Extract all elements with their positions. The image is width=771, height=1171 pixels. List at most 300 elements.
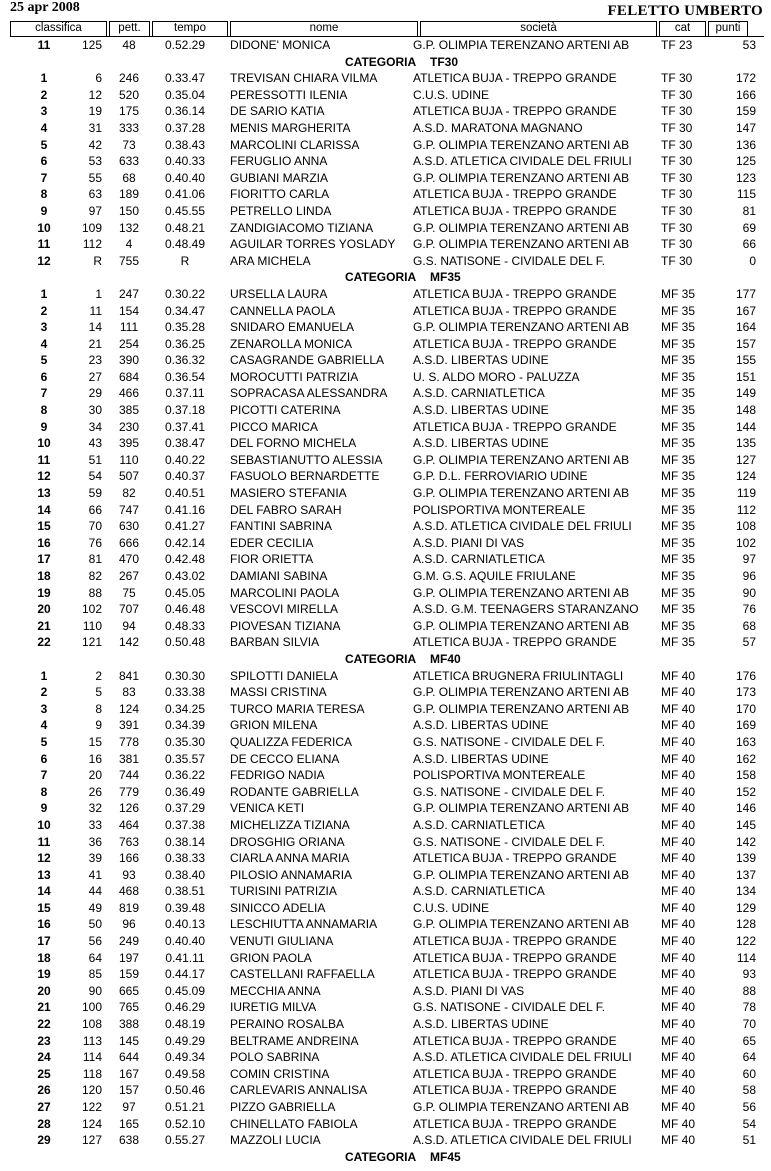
cell-societa: ATLETICA BUJA - TREPPO GRANDE [413, 1116, 617, 1131]
cell-tempo: 0.36.25 [164, 336, 206, 351]
cell-pett: 75 [122, 585, 136, 600]
cell-societa: ATLETICA BUJA - TREPPO GRANDE [413, 851, 617, 866]
cell-tempo: 0.42.14 [164, 535, 206, 550]
cell-assoluta: 15 [88, 734, 102, 749]
cell-nome: ZENAROLLA MONICA [230, 336, 353, 351]
cell-punti: 53 [742, 38, 756, 52]
cell-cat: MF 40 [661, 734, 696, 749]
cell-punti: 108 [735, 519, 756, 534]
cell-societa: A.S.D. CARNIATLETICA [413, 386, 545, 401]
cell-pett: 468 [118, 884, 140, 899]
cell-cat: TF 30 [661, 137, 693, 152]
table-row [10, 916, 764, 933]
table-row [10, 933, 764, 950]
cell-classifica: 6 [40, 369, 48, 384]
table-row [10, 1033, 764, 1050]
cell-pett: 254 [118, 336, 140, 351]
cell-classifica: 10 [37, 817, 51, 832]
cell-tempo: 0.46.48 [164, 602, 206, 617]
cell-punti: 112 [736, 502, 756, 517]
cell-nome: VENUTI GIULIANA [230, 934, 334, 949]
cell-nome: DIDONE' MONICA [230, 38, 331, 52]
cell-assoluta: 110 [82, 618, 102, 633]
cell-cat: TF 30 [661, 71, 693, 86]
cell-assoluta: 90 [88, 983, 102, 998]
cell-pett: 132 [118, 220, 140, 235]
cell-pett: 48 [122, 38, 136, 52]
cell-classifica: 10 [37, 220, 51, 235]
table-row [10, 834, 764, 851]
cell-assoluta: 50 [88, 917, 102, 932]
cell-punti: 155 [735, 353, 756, 368]
cell-punti: 76 [742, 602, 756, 617]
cell-punti: 146 [735, 801, 756, 816]
cell-societa: ATLETICA BUJA - TREPPO GRANDE [413, 71, 617, 86]
cell-tempo: 0.36.54 [164, 369, 206, 384]
cell-classifica: 11 [37, 237, 51, 252]
cell-pett: 630 [118, 519, 140, 534]
cell-pett: 778 [118, 734, 140, 749]
cell-assoluta: 11 [89, 303, 102, 318]
table-row [10, 435, 764, 452]
cell-cat: MF 40 [661, 1066, 696, 1081]
table-row [10, 585, 764, 602]
cell-assoluta: 30 [88, 403, 102, 418]
cell-assoluta: 56 [88, 934, 102, 949]
cell-tempo: 0.40.51 [164, 486, 206, 501]
cell-punti: 136 [735, 137, 756, 152]
cell-cat: MF 40 [661, 1133, 696, 1148]
cell-cat: MF 35 [661, 535, 696, 550]
cell-assoluta: 19 [88, 104, 102, 119]
cell-punti: 65 [742, 1033, 756, 1048]
cell-classifica: 22 [37, 1017, 51, 1032]
cell-classifica: 17 [37, 934, 51, 949]
cell-tempo: 0.52.29 [164, 38, 206, 52]
cell-classifica: 12 [37, 253, 51, 268]
category-heading [10, 1149, 764, 1166]
table-row [10, 352, 764, 369]
cell-classifica: 19 [37, 967, 51, 982]
cell-assoluta: 82 [88, 569, 102, 583]
cell-nome: MARCOLINI CLARISSA [230, 137, 360, 152]
cell-nome: COMIN CRISTINA [230, 1066, 330, 1081]
table-row [10, 103, 764, 120]
cell-nome: CARLEVARIS ANNALISA [230, 1083, 368, 1098]
cell-pett: 747 [118, 502, 140, 517]
cell-societa: POLISPORTIVA MONTEREALE [413, 768, 586, 783]
cell-cat: MF 40 [661, 851, 696, 866]
cell-assoluta: 120 [81, 1083, 102, 1098]
table-row [10, 950, 764, 967]
cell-nome: CHINELLATO FABIOLA [230, 1116, 358, 1131]
cell-nome: FIORITTO CARLA [230, 187, 330, 202]
cell-nome: GUBIANI MARZIA [230, 170, 329, 185]
cell-assoluta: 88 [88, 585, 102, 600]
col-tempo: tempo [152, 21, 228, 36]
cell-tempo: 0.49.34 [164, 1050, 206, 1065]
cell-assoluta: 81 [88, 552, 102, 567]
cell-classifica: 1 [40, 71, 48, 86]
cell-classifica: 19 [37, 585, 51, 600]
cell-pett: 819 [118, 900, 140, 915]
cell-punti: 148 [735, 403, 756, 418]
cell-punti: 152 [735, 784, 756, 799]
cell-punti: 57 [742, 635, 756, 650]
cell-nome: CIARLA ANNA MARIA [230, 851, 350, 866]
cell-assoluta: 1 [95, 286, 102, 301]
cell-cat: MF 40 [661, 768, 696, 783]
cell-cat: TF 30 [661, 237, 693, 252]
cell-societa: A.S.D. PIANI DI VAS [413, 535, 525, 550]
cell-punti: 176 [735, 668, 756, 683]
cell-pett: 94 [122, 618, 136, 633]
cell-pett: 97 [122, 1100, 136, 1114]
cell-societa: G.P. OLIMPIA TERENZANO ARTENI AB [413, 867, 630, 882]
cell-cat: MF 40 [661, 668, 696, 683]
column-header-row [10, 21, 764, 37]
cell-punti: 51 [742, 1133, 756, 1148]
cell-classifica: 18 [37, 569, 51, 583]
table-row [10, 37, 764, 54]
cell-punti: 125 [735, 154, 756, 169]
cell-tempo: 0.35.30 [164, 734, 206, 749]
cell-nome: VESCOVI MIRELLA [230, 602, 339, 617]
table-row [10, 303, 764, 320]
cell-tempo: 0.38.43 [164, 137, 206, 152]
cell-punti: 56 [742, 1100, 756, 1114]
table-row [10, 1099, 764, 1116]
cell-societa: G.P. OLIMPIA TERENZANO ARTENI AB [413, 618, 630, 633]
cell-classifica: 13 [37, 867, 51, 882]
cell-nome: ZANDIGIACOMO TIZIANA [230, 220, 374, 235]
cell-pett: 464 [118, 817, 140, 832]
cell-cat: MF 40 [661, 1017, 696, 1032]
table-row [10, 551, 764, 568]
cell-assoluta: 27 [88, 369, 102, 384]
cell-cat: MF 40 [661, 751, 696, 766]
cell-pett: 765 [118, 1000, 140, 1015]
cell-pett: 385 [118, 403, 140, 418]
table-row [10, 87, 764, 104]
cell-assoluta: 113 [82, 1033, 102, 1048]
cell-cat: MF 35 [661, 618, 696, 633]
cell-classifica: 1 [40, 668, 48, 683]
cell-nome: SNIDARO EMANUELA [230, 320, 355, 335]
cell-nome: LESCHIUTTA ANNAMARIA [230, 917, 378, 932]
cell-assoluta: 9 [95, 718, 102, 733]
cell-assoluta: 16 [88, 751, 102, 766]
col-nome: nome [230, 21, 418, 36]
cell-nome: SOPRACASA ALESSANDRA [230, 386, 388, 401]
cell-tempo: 0.41.06 [164, 187, 206, 202]
cell-assoluta: 55 [88, 170, 102, 185]
cell-punti: 114 [736, 950, 756, 965]
cell-societa: A.S.D. LIBERTAS UDINE [413, 1017, 549, 1032]
cell-tempo: 0.45.55 [164, 203, 206, 218]
cell-societa: ATLETICA BUJA - TREPPO GRANDE [413, 967, 617, 982]
cell-nome: PETRELLO LINDA [230, 203, 332, 218]
cell-cat: TF 30 [661, 253, 693, 268]
cell-societa: C.U.S. UDINE [413, 900, 490, 915]
cell-assoluta: 97 [88, 203, 102, 218]
cell-assoluta: 43 [88, 436, 102, 451]
cell-assoluta: 121 [81, 635, 102, 650]
cell-cat: MF 35 [661, 569, 696, 583]
cell-nome: SINICCO ADELIA [230, 900, 326, 915]
cell-pett: 249 [118, 934, 140, 949]
cell-assoluta: 100 [81, 1000, 102, 1015]
cell-classifica: 28 [37, 1116, 51, 1131]
cell-pett: 707 [118, 602, 140, 617]
cell-tempo: 0.34.39 [164, 718, 206, 733]
cell-societa: C.U.S. UDINE [413, 87, 490, 102]
cell-nome: VENICA KETI [230, 801, 305, 816]
cell-societa: G.P. OLIMPIA TERENZANO ARTENI AB [413, 685, 630, 700]
cell-pett: 638 [118, 1133, 140, 1148]
cell-pett: 391 [118, 718, 140, 733]
cell-punti: 157 [735, 336, 756, 351]
cell-pett: 166 [118, 851, 140, 866]
cell-classifica: 12 [37, 469, 51, 484]
cell-pett: 755 [118, 253, 140, 268]
cell-nome: MOROCUTTI PATRIZIA [230, 369, 359, 384]
cell-tempo: 0.36.14 [164, 104, 206, 119]
cell-tempo: 0.50.48 [164, 635, 206, 650]
table-row [10, 1132, 764, 1149]
cell-societa: ATLETICA BUJA - TREPPO GRANDE [413, 303, 617, 318]
cell-nome: TREVISAN CHIARA VILMA [230, 71, 378, 86]
cell-tempo: 0.45.05 [164, 585, 206, 600]
cell-assoluta: 14 [88, 320, 102, 335]
cell-tempo: 0.36.49 [164, 784, 206, 799]
cell-nome: SPILOTTI DANIELA [230, 668, 339, 683]
cell-tempo: 0.35.28 [164, 320, 206, 335]
cell-cat: MF 40 [661, 701, 696, 716]
cell-pett: 167 [118, 1066, 140, 1081]
cell-assoluta: 29 [88, 386, 102, 401]
cell-assoluta: 124 [81, 1116, 102, 1131]
cell-societa: G.P. OLIMPIA TERENZANO ARTENI AB [413, 1100, 630, 1114]
cell-pett: 744 [118, 768, 140, 783]
cell-societa: ATLETICA BUJA - TREPPO GRANDE [413, 104, 617, 119]
cell-tempo: 0.40.40 [164, 170, 206, 185]
cell-punti: 97 [742, 552, 756, 567]
table-row [10, 1082, 764, 1099]
table-row [10, 800, 764, 817]
cell-classifica: 3 [40, 320, 48, 335]
table-row [10, 684, 764, 701]
cell-classifica: 22 [37, 635, 51, 650]
cell-cat: MF 35 [661, 336, 696, 351]
cell-societa: ATLETICA BUJA - TREPPO GRANDE [413, 187, 617, 202]
cell-societa: G.S. NATISONE - CIVIDALE DEL F. [413, 834, 606, 849]
cell-cat: TF 30 [661, 154, 693, 169]
cell-tempo: 0.39.48 [164, 900, 206, 915]
cell-pett: 142 [118, 635, 140, 650]
cell-pett: 633 [118, 154, 140, 169]
cell-cat: MF 40 [661, 685, 696, 700]
cell-assoluta: 26 [88, 784, 102, 799]
cell-cat: MF 40 [661, 983, 696, 998]
cell-cat: MF 35 [661, 386, 696, 401]
cell-nome: DE CECCO ELIANA [230, 751, 340, 766]
cell-assoluta: 21 [88, 336, 102, 351]
cell-pett: 841 [118, 668, 140, 683]
table-row [10, 751, 764, 768]
cell-classifica: 5 [40, 734, 48, 749]
category-heading [10, 269, 764, 286]
cell-cat: MF 40 [661, 784, 696, 799]
cell-nome: POLO SABRINA [230, 1050, 320, 1065]
cell-assoluta: 112 [82, 237, 102, 252]
cell-cat: MF 40 [661, 1116, 696, 1131]
cell-punti: 68 [742, 618, 756, 633]
cell-punti: 162 [735, 751, 756, 766]
cell-societa: A.S.D. LIBERTAS UDINE [413, 751, 549, 766]
table-row [10, 535, 764, 552]
category-code: TF30 [430, 54, 459, 69]
table-row [10, 452, 764, 469]
cell-pett: 684 [118, 369, 140, 384]
cell-cat: TF 30 [661, 104, 693, 119]
cell-classifica: 14 [37, 502, 51, 517]
cell-classifica: 2 [40, 303, 48, 318]
cell-pett: 124 [118, 701, 140, 716]
table-row [10, 336, 764, 353]
cell-pett: 154 [118, 303, 140, 318]
cell-punti: 129 [735, 900, 756, 915]
cell-societa: G.P. OLIMPIA TERENZANO ARTENI AB [413, 38, 630, 52]
category-code: MF45 [430, 1149, 461, 1164]
cell-cat: MF 35 [661, 403, 696, 418]
table-row [10, 1116, 764, 1133]
table-row [10, 883, 764, 900]
cell-assoluta: 54 [88, 469, 102, 484]
table-row [10, 784, 764, 801]
cell-classifica: 8 [40, 403, 48, 418]
cell-tempo: 0.34.25 [164, 701, 206, 716]
cell-societa: A.S.D. LIBERTAS UDINE [413, 353, 549, 368]
cell-cat: MF 40 [661, 1083, 696, 1098]
cell-classifica: 18 [37, 950, 51, 965]
cell-nome: CASTELLANI RAFFAELLA [230, 967, 375, 982]
cell-pett: 73 [122, 137, 136, 152]
cell-nome: PIZZO GABRIELLA [230, 1100, 336, 1114]
cell-cat: MF 35 [661, 303, 696, 318]
cell-classifica: 11 [37, 38, 51, 52]
cell-pett: 267 [118, 569, 140, 583]
table-row [10, 601, 764, 618]
cell-nome: RODANTE GABRIELLA [230, 784, 359, 799]
cell-societa: A.S.D. PIANI DI VAS [413, 983, 525, 998]
cell-nome: TURISINI PATRIZIA [230, 884, 337, 899]
table-row [10, 186, 764, 203]
cell-cat: MF 35 [661, 353, 696, 368]
cell-societa: ATLETICA BUJA - TREPPO GRANDE [413, 419, 617, 434]
cell-classifica: 9 [40, 801, 48, 816]
cell-tempo: 0.41.16 [164, 502, 206, 517]
cell-punti: 115 [736, 187, 756, 202]
cell-assoluta: 8 [95, 701, 102, 716]
cell-punti: 96 [742, 569, 756, 583]
cell-nome: EDER CECILIA [230, 535, 314, 550]
cell-pett: 68 [122, 170, 136, 185]
cell-societa: G.S. NATISONE - CIVIDALE DEL F. [413, 253, 606, 268]
cell-nome: BELTRAME ANDREINA [230, 1033, 359, 1048]
cell-assoluta: 64 [88, 950, 102, 965]
cell-assoluta: 42 [88, 137, 102, 152]
cell-pett: 150 [118, 203, 140, 218]
cell-punti: 93 [742, 967, 756, 982]
table-row [10, 867, 764, 884]
cell-punti: 173 [735, 685, 756, 700]
cell-cat: TF 23 [661, 38, 693, 52]
cell-tempo: 0.37.18 [164, 403, 206, 418]
cell-societa: ATLETICA BUJA - TREPPO GRANDE [413, 950, 617, 965]
cell-pett: 644 [118, 1050, 140, 1065]
cell-tempo: 0.51.21 [164, 1100, 206, 1114]
table-row [10, 468, 764, 485]
cell-tempo: 0.48.33 [164, 618, 206, 633]
cell-tempo: 0.40.37 [164, 469, 206, 484]
cell-cat: TF 30 [661, 120, 693, 135]
table-row [10, 70, 764, 87]
cell-classifica: 29 [37, 1133, 51, 1148]
cell-cat: MF 40 [661, 1000, 696, 1015]
cell-pett: 111 [119, 320, 139, 335]
cell-pett: 665 [118, 983, 140, 998]
results-body [10, 37, 764, 1165]
cell-punti: 64 [742, 1050, 756, 1065]
cell-societa: G.P. OLIMPIA TERENZANO ARTENI AB [413, 170, 630, 185]
cell-classifica: 10 [37, 436, 51, 451]
cell-assoluta: 49 [88, 900, 102, 915]
cell-nome: PICOTTI CATERINA [230, 403, 341, 418]
table-row [10, 701, 764, 718]
cell-societa: A.S.D. ATLETICA CIVIDALE DEL FRIULI [413, 519, 632, 534]
cell-cat: MF 40 [661, 1100, 696, 1114]
cell-nome: DAMIANI SABINA [230, 569, 328, 583]
cell-pett: 165 [118, 1116, 140, 1131]
cell-societa: ATLETICA BUJA - TREPPO GRANDE [413, 1083, 617, 1098]
cell-assoluta: 125 [81, 38, 102, 52]
cell-classifica: 20 [37, 602, 51, 617]
cell-nome: DE SARIO KATIA [230, 104, 325, 119]
cell-classifica: 9 [40, 419, 48, 434]
cell-tempo: 0.43.02 [164, 569, 206, 583]
table-row [10, 668, 764, 685]
cell-societa: G.S. NATISONE - CIVIDALE DEL F. [413, 734, 606, 749]
cell-punti: 0 [749, 253, 756, 268]
cell-punti: 122 [735, 934, 756, 949]
table-row [10, 999, 764, 1016]
cell-assoluta: 122 [81, 1100, 102, 1114]
cell-pett: 82 [122, 486, 136, 501]
cell-societa: G.P. OLIMPIA TERENZANO ARTENI AB [413, 917, 630, 932]
cell-punti: 124 [735, 469, 756, 484]
table-row [10, 419, 764, 436]
cell-nome: AGUILAR TORRES YOSLADY [230, 237, 396, 252]
table-row [10, 153, 764, 170]
cell-societa: G.M. G.S. AQUILE FRIULANE [413, 569, 576, 583]
cell-nome: SEBASTIANUTTO ALESSIA [230, 452, 383, 467]
category-label: CATEGORIA [345, 651, 417, 666]
cell-tempo: 0.40.33 [164, 154, 206, 169]
table-row [10, 120, 764, 137]
cell-societa: G.P. OLIMPIA TERENZANO ARTENI AB [413, 137, 630, 152]
cell-cat: TF 30 [661, 220, 693, 235]
